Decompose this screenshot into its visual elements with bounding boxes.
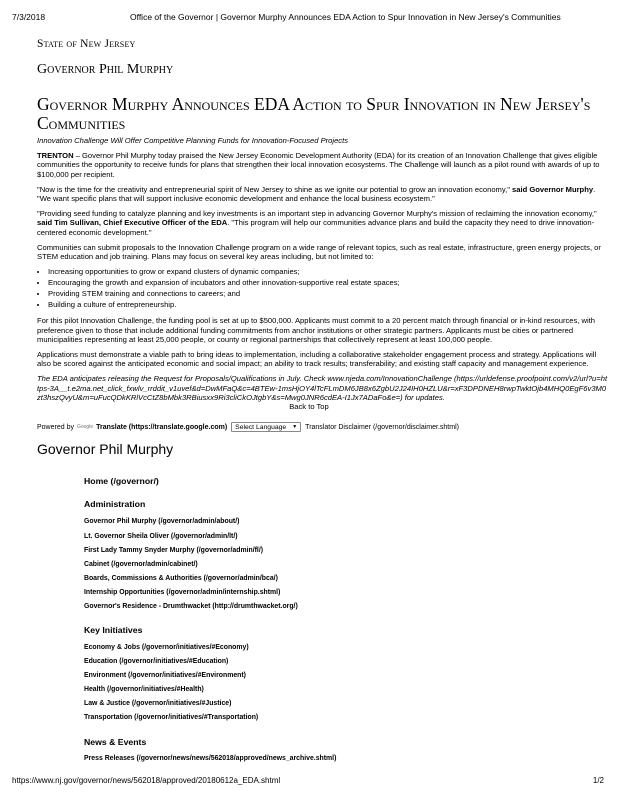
article-title: Governor Murphy Announces EDA Action to Spur Innovation in New Jersey's Communities [37, 94, 591, 133]
paragraph-3-quote: "Providing seed funding to catalyze planning and key investments is an important step in advancing Governor Murphy's mission of reclaiming the innovation economy," [37, 209, 597, 219]
translate-bar [37, 422, 459, 432]
article-subtitle: Innovation Challenge Will Offer Competitive Planning Funds for Innovation-Focused Projects [37, 136, 349, 145]
translator-disclaimer-link[interactable]: Translator Disclaimer (/governor/disclaimer.shtml) [305, 423, 459, 431]
key-initiatives-heading: Key Initiatives [84, 625, 143, 635]
admin-first-lady-link[interactable]: First Lady Tammy Snyder Murphy (/governor/admin/fl/) [84, 547, 264, 554]
paragraph-2-rest: . "We want specific plans that will support inclusive economic development and enhance the local business ecosystem." [37, 184, 596, 204]
paragraph-2 [37, 185, 609, 203]
admin-lt-governor-link[interactable]: Lt. Governor Sheila Oliver (/governor/admin/lt/) [84, 533, 238, 540]
powered-by-label: Powered by [37, 423, 74, 431]
print-url: https://www.nj.gov/governor/news/562018/approved/20180612a_EDA.shtml [12, 776, 281, 785]
list-item: • Building a culture of entrepreneurship. [48, 300, 609, 311]
paragraph-1 [37, 151, 609, 179]
admin-drumthwacket-link[interactable]: Governor's Residence - Drumthwacket (http://drumthwacket.org/) [84, 603, 298, 610]
initiative-health-link[interactable]: Health (/governor/initiatives/#Health) [84, 686, 204, 693]
initiative-transportation-link[interactable]: Transportation (/governor/initiatives/#Transportation) [84, 714, 259, 721]
admin-governor-link[interactable]: Governor Phil Murphy (/governor/admin/about/) [84, 518, 240, 525]
paragraph-7: The EDA anticipates releasing the Request for Proposals/Qualifications in July. Check www.njeda.com/InnovationChallenge (https://urldefense.proofpoint.com/v2/url?u=https-3A__t.e2ma.net_click_fxwlv_rrddit_v1uvef&d=DwMFaQ&c=4BTEw-1msHjOY4lTcFLmDM6JB8x6ZgbU2J24IH0HZLU&r=xF3DPDNEH8rwpTwktOjb4MHQ0EgF6v3M0zt3hszQvyU&m=uFucQDkKRlVcCtZ8bMbk3RBiusxx9Ri3cliCkOJtgbY&s=Mwg0JNR6cdEA-I1Jx7ADaFo&e=) for updates. [37, 374, 608, 402]
paragraph-5: For this pilot Innovation Challenge, the funding pool is set at up to $500,000. Applicants must commit to a 20 percent match through financial or in-kind resources, with preference given to those that include additional funding commitments from anchor institutions or other strategic partners. Applicants must be cities or partnered municipalities representing at least 25,000 people, or county or regional partnerships that collectively represent at least 100,000 people. [37, 316, 596, 344]
list-item: • Providing STEM training and connections to careers; and [48, 289, 609, 300]
back-to-top-link[interactable]: Back to Top [289, 402, 329, 411]
initiative-economy-link[interactable]: Economy & Jobs (/governor/initiatives/#Economy) [84, 644, 249, 651]
footer-governor-heading: Governor Phil Murphy [37, 441, 174, 457]
governor-phil-murphy-link[interactable]: Governor Phil Murphy [37, 62, 174, 77]
dateline: TRENTON [37, 151, 74, 161]
paragraph-6: Applications must demonstrate a viable path to bring ideas to implementation, including a collaborative stakeholder engagement process and strategy. Applications will also be scored against the anticipated economic and social impact; an ability to track results; transferability; and existing staff capacity and management experience. [37, 350, 597, 369]
print-date: 7/3/2018 [12, 12, 46, 22]
initiative-education-link[interactable]: Education (/governor/initiatives/#Education) [84, 658, 229, 665]
initiative-justice-link[interactable]: Law & Justice (/governor/initiatives/#Justice) [84, 700, 232, 707]
print-page-title: Office of the Governor | Governor Murphy Announces EDA Action to Spur Innovation in New Jersey's Communities [130, 12, 561, 22]
paragraph-3-attribution: said Tim Sullivan, Chief Executive Officer of the EDA [37, 218, 228, 228]
paragraph-3-rest: . "This program will help our communities advance plans and build the capacity they need to drive innovation-centered economic development." [37, 218, 595, 237]
focus-areas-list [37, 267, 609, 310]
google-logo-icon: Google [76, 424, 94, 430]
paragraph-2-attribution: said Governor Murphy [512, 184, 594, 194]
list-item: • Encouraging the growth and expansion of incubators and other innovation-supportive real estate spaces; [48, 278, 609, 289]
list-item: • Increasing opportunities to grow or expand clusters of dynamic companies; [48, 267, 609, 278]
administration-heading: Administration [84, 499, 146, 509]
admin-cabinet-link[interactable]: Cabinet (/governor/admin/cabinet/) [84, 561, 198, 568]
article-body [37, 136, 609, 408]
admin-internship-link[interactable]: Internship Opportunities (/governor/admin/internship.shtml) [84, 589, 281, 596]
paragraph-3 [37, 209, 609, 237]
paragraph-2-quote: "Now is the time for the creativity and entrepreneurial spirit of New Jersey to shine as we ignite our potential to grow an innovation economy," [37, 184, 513, 194]
print-page-number: 1/2 [592, 776, 604, 785]
paragraph-4: Communities can submit proposals to the Innovation Challenge program on a wide range of relevant topics, such as real estate, infrastructure, green energy projects, or STEM education and job training. Plans may focus on several key areas including, but not limited to: [37, 242, 601, 262]
press-releases-link[interactable]: Press Releases (/governor/news/news/562018/approved/news_archive.shtml) [84, 755, 337, 762]
news-events-heading: News & Events [84, 737, 147, 747]
chevron-down-icon: ▼ [292, 424, 298, 430]
home-link[interactable]: Home (/governor/) [84, 476, 159, 486]
state-of-new-jersey-link[interactable]: State of New Jersey [37, 38, 136, 50]
language-select[interactable] [231, 422, 301, 432]
admin-bca-link[interactable]: Boards, Commissions & Authorities (/governor/admin/bca/) [84, 575, 278, 582]
paragraph-1-text: – Governor Phil Murphy today praised the New Jersey Economic Development Authority (EDA) for its creation of an Innovation Challenge that gives eligible communities the opportunity to receive funds for plans that strengthen their local innovation ecosystems. The Challenge will launch as a pilot round with awards of up to $100,000 per recipient. [37, 151, 600, 179]
initiative-environment-link[interactable]: Environment (/governor/initiatives/#Environment) [84, 672, 246, 679]
google-translate-link[interactable]: Translate (https://translate.google.com) [96, 423, 228, 431]
language-select-value: Select Language [235, 423, 287, 431]
